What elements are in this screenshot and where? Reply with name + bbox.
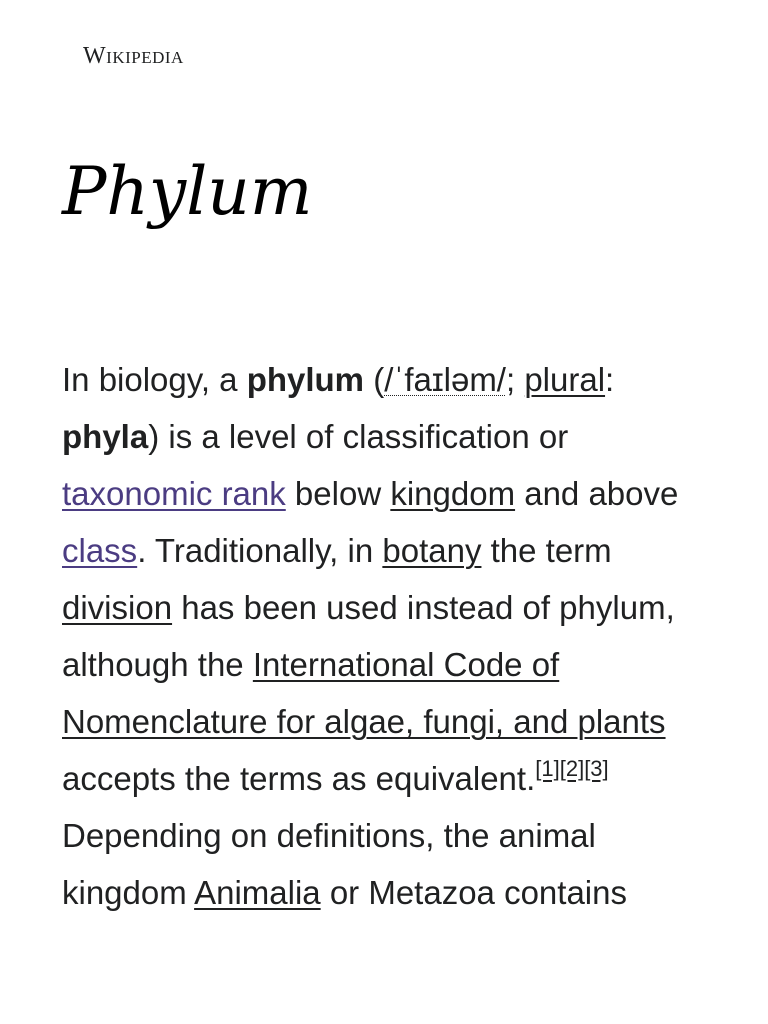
reference-link-3[interactable]: [3] — [584, 756, 609, 781]
bold-term-phyla: phyla — [62, 418, 149, 455]
reference-link-2[interactable]: [2] — [559, 756, 585, 781]
link-botany[interactable]: botany — [382, 532, 482, 569]
link-plural[interactable]: plural — [524, 361, 606, 398]
text-run: ( — [364, 361, 385, 398]
text-run: the term — [481, 532, 612, 569]
link-animalia[interactable]: Animalia — [194, 874, 321, 911]
text-run: or Metazoa contains — [320, 874, 627, 911]
text-run: has been used instead of phylum, although the — [62, 589, 675, 683]
text-run: Depending on definitions, the animal kingdom — [62, 817, 596, 911]
text-run: below — [285, 475, 391, 512]
reference-3[interactable] — [584, 756, 608, 781]
reference-1[interactable] — [535, 756, 559, 781]
link-taxonomic-rank[interactable]: taxonomic rank — [62, 475, 286, 512]
article-paragraph — [62, 351, 712, 921]
link-kingdom[interactable]: kingdom — [390, 475, 516, 512]
link-icn[interactable]: International Code of Nomenclature for algae, fungi, and plants — [62, 646, 666, 740]
wikipedia-wordmark[interactable]: Wikipedia — [83, 43, 184, 69]
text-run: ; — [505, 361, 525, 398]
text-run: and above — [515, 475, 679, 512]
bold-term-phylum: phylum — [246, 361, 365, 398]
text-run: : — [605, 361, 615, 398]
page-title: Phylum — [62, 153, 313, 230]
link-division[interactable]: division — [62, 589, 173, 626]
reference-link-1[interactable]: [1] — [535, 756, 560, 781]
ipa-pronunciation-link[interactable]: /ˈfaɪləm/ — [384, 361, 506, 398]
text-run: . Traditionally, in — [137, 532, 383, 569]
text-run: accepts the terms as equivalent. — [62, 760, 536, 797]
text-run: In biology, a — [62, 361, 247, 398]
reference-2[interactable] — [560, 756, 584, 781]
link-class[interactable]: class — [62, 532, 138, 569]
text-run: ) is a level of classification or — [148, 418, 569, 455]
